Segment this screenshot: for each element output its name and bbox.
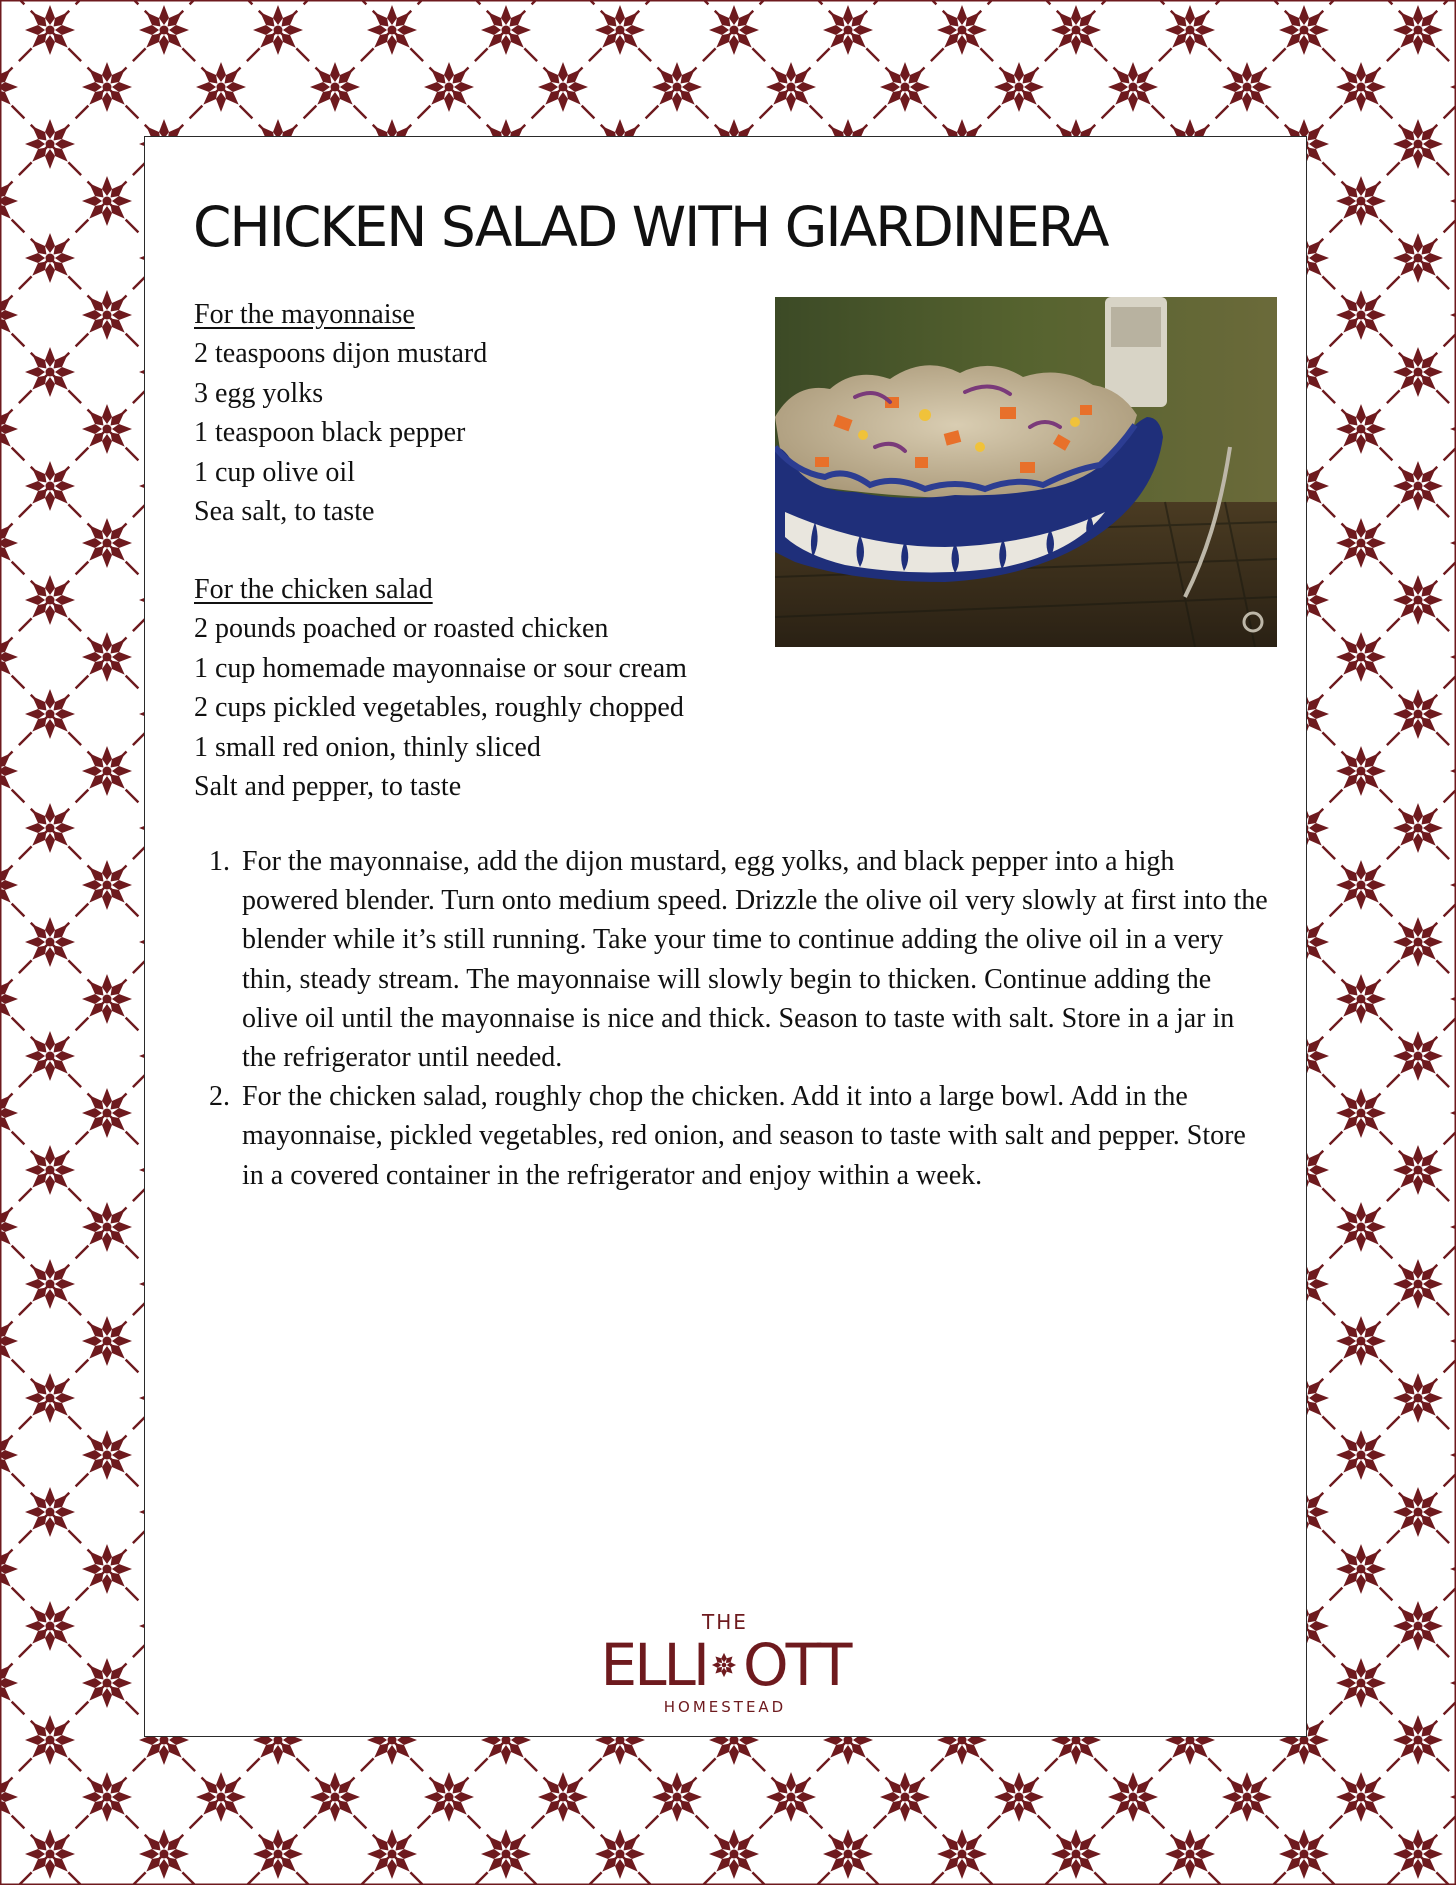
ingredient-line: 1 cup homemade mayonnaise or sour cream	[194, 652, 687, 684]
chicken-salad-ingredients	[194, 570, 754, 806]
step-number: 2.	[209, 1081, 230, 1113]
ingredient-line: 1 teaspoon black pepper	[194, 417, 466, 449]
elliott-homestead-logo	[575, 1612, 875, 1716]
logo-name-right: OTT	[742, 1631, 850, 1699]
ingredient-line: 2 teaspoons dijon mustard	[194, 338, 488, 370]
step-number: 1.	[209, 846, 230, 877]
ingredient-line: 3 egg yolks	[194, 377, 324, 409]
ingredient-line: 1 small red onion, thinly sliced	[194, 731, 541, 763]
chicken-salad-heading: For the chicken salad	[194, 574, 433, 605]
ingredient-line: 1 cup olive oil	[194, 456, 355, 488]
ingredient-line: Salt and pepper, to taste	[194, 771, 462, 803]
logo-the-text: THE	[702, 1610, 748, 1634]
recipe-steps	[209, 842, 1269, 1195]
logo-homestead-text: HOMESTEAD	[663, 1698, 787, 1716]
logo-name	[575, 1631, 875, 1699]
ingredient-line: 2 cups pickled vegetables, roughly chopped	[194, 692, 684, 724]
step-text: For the chicken salad, roughly chop the chicken. Add it into a large bowl. Add in the mayonnaise, pickled vegetables, red onion, and season to taste with salt and pepper. Store in a covered container in the refrigerator and enjoy within a week.	[242, 1081, 1246, 1191]
ingredient-line: Sea salt, to taste	[194, 496, 375, 528]
step-item	[209, 842, 1269, 1077]
step-text: For the mayonnaise, add the dijon mustard, egg yolks, and black pepper into a high powered blender. Turn onto medium speed. Drizzle the olive oil very slowly at first into the blender while it’s still running. Take your time to continue adding the olive oil in a very thin, steady stream. The mayonnaise will slowly begin to thicken. Continue adding the olive oil until the mayonnaise is nice and thick. Season to taste with salt. Store in a jar in the refrigerator until needed.	[242, 846, 1268, 1074]
mayonnaise-ingredients	[194, 295, 754, 531]
logo-name-left: ELLI	[600, 1631, 707, 1699]
ingredient-line: 2 pounds poached or roasted chicken	[194, 613, 609, 645]
chicken-salad-photo	[775, 297, 1277, 647]
mayonnaise-heading: For the mayonnaise	[194, 299, 415, 330]
recipe-card	[144, 136, 1307, 1737]
step-item	[209, 1077, 1269, 1195]
flower-icon	[711, 1652, 737, 1678]
recipe-title: CHICKEN SALAD WITH GIARDINERA	[193, 195, 1108, 259]
